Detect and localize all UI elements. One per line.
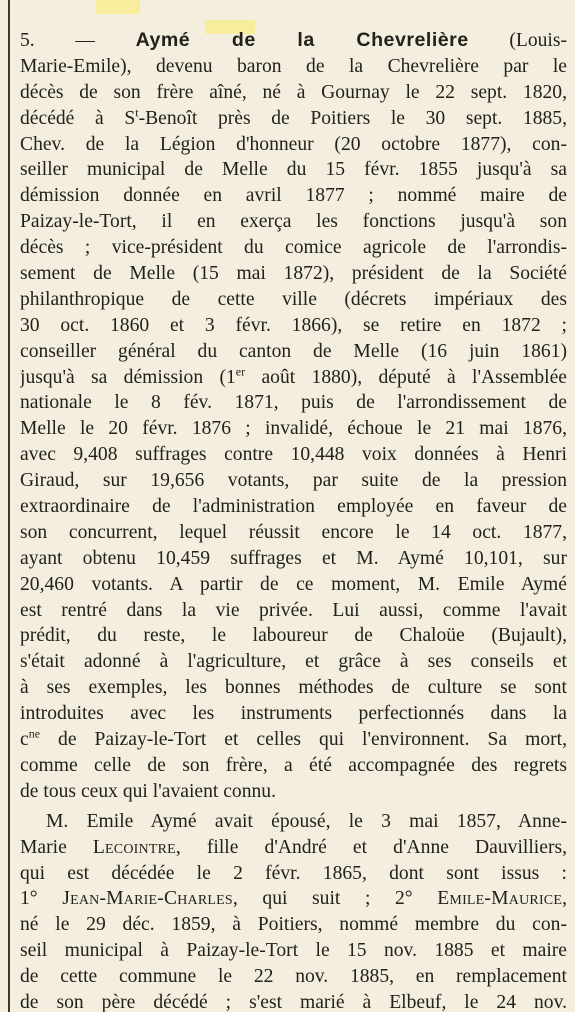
text-line: philanthropique de cette ville (décrets impériaux des xyxy=(20,288,567,310)
text-line: Chev. de la Légion d'honneur (20 octobre 1877), con- xyxy=(20,133,567,155)
child-name-smallcaps: Jean-Marie-Charles xyxy=(62,888,233,910)
text-line: s'était adonné à l'agriculture, et grâce à ses conseils et xyxy=(20,651,567,673)
text-line: Giraud, sur 19,656 votants, par suite de la pression xyxy=(20,470,567,492)
text-line: Paizay-le-Tort, il en exerça les fonctions jusqu'à son xyxy=(20,211,567,233)
superscript: er xyxy=(235,364,246,379)
text-line: décès de son frère aîné, né à Gournay le 22 sept. 1820, xyxy=(20,81,567,103)
text-line: décès ; vice-président du comice agricole de l'arrondis- xyxy=(20,237,567,259)
text-fragment: (Louis- xyxy=(509,30,567,51)
text-line xyxy=(20,835,567,861)
text-line: démission donnée en avril 1877 ; nommé maire de xyxy=(20,185,567,207)
superscript: ne xyxy=(28,727,41,741)
text-fragment: de Paizay-le-Tort et celles qui l'environnent. Sa mort, xyxy=(40,729,567,751)
text-fragment: , xyxy=(562,888,567,910)
text-line: conseiller général du canton de Melle (16 juin 1861) xyxy=(20,340,567,362)
text-fragment: décédé à S xyxy=(20,107,136,129)
text-line: sement de Melle (15 mai 1872), président de la Société xyxy=(20,263,567,285)
superscript: t xyxy=(135,105,139,120)
text-line: Marie-Emile), devenu baron de la Chevrelière par le xyxy=(20,55,567,77)
text-line: est rentré dans la vie privée. Lui aussi, comme l'avait xyxy=(20,599,567,621)
text-line: introduites avec les instruments perfectionnés dans la xyxy=(20,703,567,725)
text-line: seiller municipal de Melle du 15 févr. 1855 jusqu'à sa xyxy=(20,159,567,181)
text-fragment: , qui suit ; 2° xyxy=(232,888,438,910)
text-fragment: c xyxy=(20,729,29,751)
entry-name: Aymé de la Chevrelière xyxy=(135,29,469,51)
text-line: avec 9,408 suffrages contre 10,448 voix données à Henri xyxy=(20,444,567,466)
text-line: comme celle de son frère, a été accompagnée des regrets xyxy=(20,754,567,776)
text-fragment: Marie xyxy=(20,836,93,858)
text-fragment: , fille d'André et d'Anne Dauvilliers, xyxy=(175,836,567,858)
text-line: extraordinaire de l'administration employée en faveur de xyxy=(20,496,567,518)
text-line: ayant obtenu 10,459 suffrages et M. Aymé 10,101, sur xyxy=(20,547,567,569)
margin-rule xyxy=(8,0,10,1012)
text-line: né le 29 déc. 1859, à Poitiers, nommé membre du con- xyxy=(20,914,567,936)
text-fragment: 1° xyxy=(20,888,63,910)
text-line: Melle le 20 févr. 1876 ; invalidé, échoue le 21 mai 1876, xyxy=(20,418,567,440)
surname-smallcaps: Lecointre xyxy=(92,836,176,858)
text-line: 20,460 votants. A partir de ce moment, M. Emile Aymé xyxy=(20,573,567,595)
text-line: M. Emile Aymé avait épousé, le 3 mai 1857, Anne- xyxy=(46,810,567,832)
text-line: son concurrent, lequel réussit encore le 14 oct. 1877, xyxy=(20,521,567,543)
text-line xyxy=(20,106,567,132)
child-name-smallcaps: Emile-Maurice xyxy=(437,888,563,910)
text-line: de cette commune le 22 nov. 1885, en remplacement xyxy=(20,966,567,988)
text-fragment: jusqu'à sa démission (1 xyxy=(20,366,236,388)
text-line: 30 oct. 1860 et 3 févr. 1866), se retire en 1872 ; xyxy=(20,314,567,336)
text-line: à ses exemples, les bonnes méthodes de culture se sont xyxy=(20,677,567,699)
text-fragment: -Benoît près de Poitiers le 30 sept. 1885, xyxy=(138,107,567,129)
text-line: de tous ceux qui l'avaient connu. xyxy=(20,780,277,802)
entry-number: 5. — xyxy=(20,30,95,51)
highlight-mark xyxy=(96,0,140,14)
text-line xyxy=(20,28,567,54)
text-line: seil municipal à Paizay-le-Tort le 15 nov. 1885 et maire xyxy=(20,940,567,962)
text-line: prédit, du reste, le laboureur de Chaloüe (Bujault), xyxy=(20,625,567,647)
text-line xyxy=(20,886,567,912)
text-line xyxy=(20,727,567,753)
text-line: qui est décédée le 2 févr. 1865, dont sont issus : xyxy=(20,862,567,884)
text-fragment: août 1880), député à l'Assemblée xyxy=(245,366,567,388)
text-line xyxy=(20,365,567,391)
document-text xyxy=(20,28,567,1012)
text-line: de son père décédé ; s'est marié à Elbeuf, le 24 nov. xyxy=(20,991,567,1012)
text-line: nationale le 8 fév. 1871, puis de l'arrondissement de xyxy=(20,392,567,414)
